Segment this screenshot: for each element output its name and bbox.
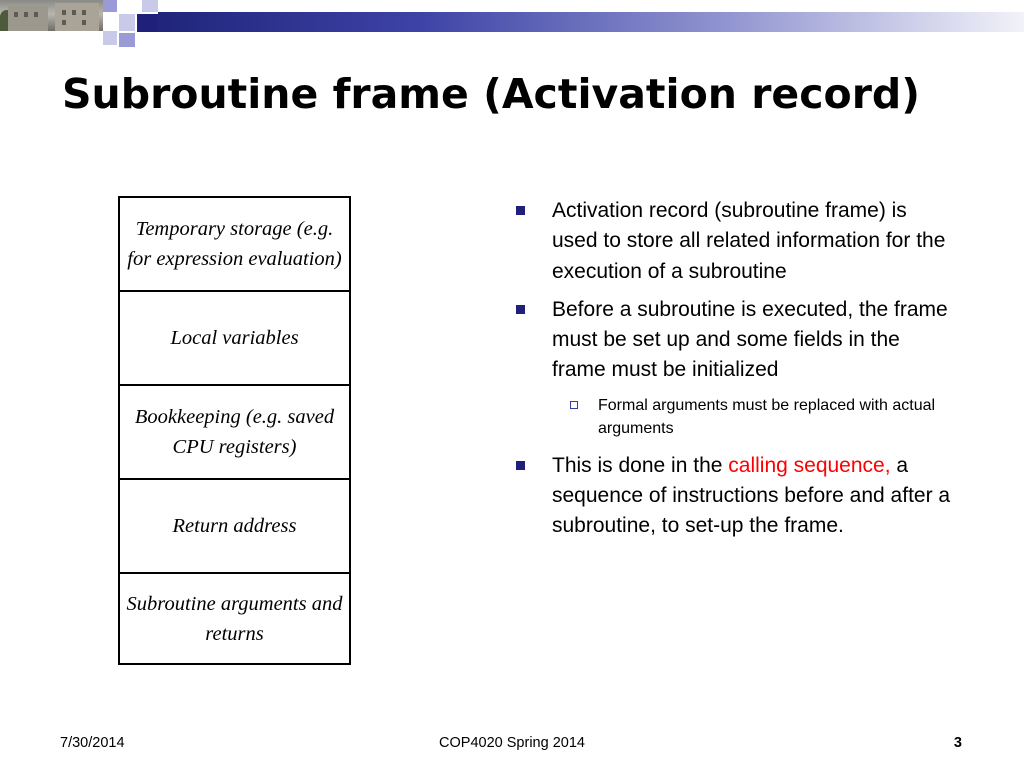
decor-square — [137, 14, 158, 32]
bullet-text: a sequence of instructions before and after a subroutine, to set-up the frame. — [552, 453, 951, 538]
bullet-item — [514, 451, 954, 542]
sub-bullet-text: Formal arguments must be replaced with actual arguments — [598, 396, 936, 438]
sub-bullet-item — [514, 394, 954, 441]
activation-record-diagram — [118, 196, 351, 665]
bullet-text: Before a subroutine is executed, the frame must be set up and some fields in the frame must be initialized — [552, 297, 948, 382]
decor-square — [119, 14, 135, 31]
square-bullet-icon — [516, 461, 525, 470]
bullet-item — [514, 295, 954, 386]
square-bullet-icon — [516, 305, 525, 314]
bullet-item — [514, 196, 954, 287]
bullet-text: This is done in the — [552, 453, 729, 477]
decor-square — [119, 33, 135, 47]
decor-square — [142, 0, 158, 12]
bullet-text: Activation record (subroutine frame) is used to store all related information for the execution of a subroutine — [552, 199, 946, 283]
footer-date: 7/30/2014 — [60, 735, 125, 751]
bullet-list — [514, 196, 954, 549]
calling-sequence-highlight: calling sequence, — [728, 453, 891, 477]
decor-square — [117, 0, 142, 12]
hollow-square-bullet-icon — [570, 401, 578, 409]
frame-cell-local-variables: Local variables — [170, 327, 299, 349]
frame-cell-arguments: Subroutine arguments and returns — [126, 592, 343, 645]
frame-cell-return-address: Return address — [172, 515, 297, 537]
decor-square — [103, 0, 117, 12]
header-gradient-bar — [158, 12, 1024, 32]
page-number: 3 — [953, 735, 962, 751]
footer-course: COP4020 Spring 2014 — [439, 735, 585, 751]
decor-square — [103, 31, 117, 45]
frame-cell-temporary-storage: Temporary storage (e.g. for expression evaluation) — [127, 218, 342, 270]
square-bullet-icon — [516, 206, 525, 215]
frame-cell-bookkeeping: Bookkeeping (e.g. saved CPU registers) — [134, 406, 335, 458]
campus-photo — [0, 0, 103, 31]
slide-title: Subroutine frame (Activation record) — [62, 70, 920, 118]
